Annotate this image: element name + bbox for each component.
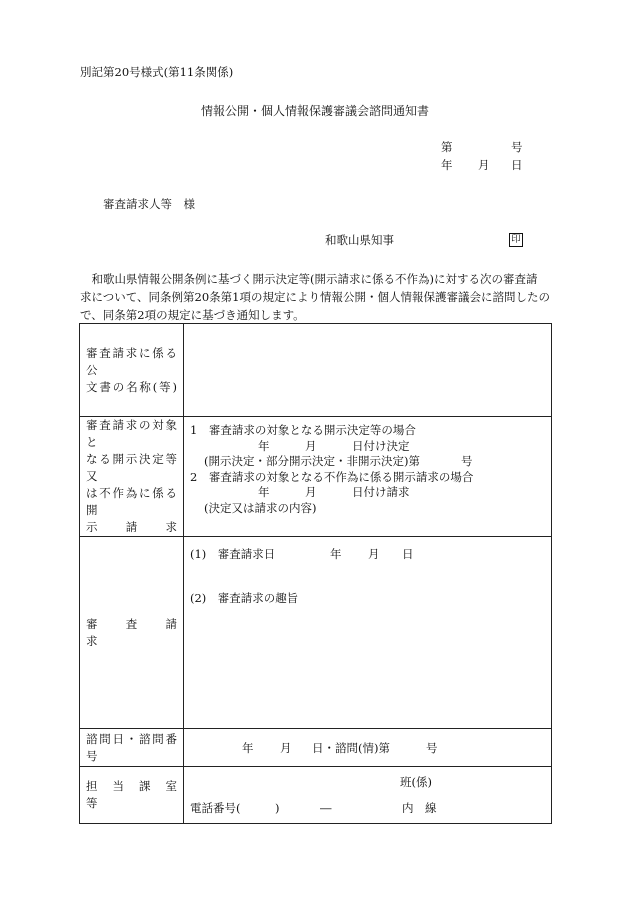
decision-field[interactable]: 1 審査請求の対象となる開示決定等の場合 年 月 日付け決定 (開示決定・部分開示決定・非開示決定)第 号 2 審査請求の対象となる不作為に係る開示請求の場合 年 月 日付け請求 (決定又は請求の内容) bbox=[184, 417, 552, 537]
consultation-field[interactable]: 年 月 日・諮問(情)第 号 bbox=[184, 729, 552, 767]
document-number-dai: 第 bbox=[441, 140, 453, 154]
review-request-field[interactable]: (1) 審査請求日 年 月 日 (2) 審査請求の趣旨 bbox=[184, 537, 552, 729]
document-name-field[interactable] bbox=[184, 324, 552, 417]
date-year: 年 bbox=[441, 158, 453, 172]
decision-label: 審査請求の対象と なる開示決定等又 は不作為に係る開 示 請 求 bbox=[80, 417, 184, 537]
table-row bbox=[80, 417, 552, 537]
department-label: 担 当 課 室 等 bbox=[80, 767, 184, 824]
review-request-label: 審 査 請 求 bbox=[80, 537, 184, 729]
table-row bbox=[80, 324, 552, 417]
department-field[interactable]: 班(係) 電話番号( ) ― 内 線 bbox=[184, 767, 552, 824]
seal-stamp: 印 bbox=[509, 233, 523, 247]
sender: 和歌山県知事 bbox=[325, 233, 394, 247]
form-number-label: 別記第20号様式(第11条関係) bbox=[80, 65, 234, 79]
document-number-go: 号 bbox=[511, 140, 523, 154]
paragraph-line: 求について、同条例第20条第1項の規定により情報公開・個人情報保護審議会に諮問したの bbox=[80, 290, 550, 304]
document-name-label: 審査請求に係る公 文書の名称(等) bbox=[80, 324, 184, 417]
date-month: 月 bbox=[478, 158, 490, 172]
table-row bbox=[80, 729, 552, 767]
date-day: 日 bbox=[511, 158, 523, 172]
consultation-label: 諮問日・諮問番号 bbox=[80, 729, 184, 767]
notice-paragraph bbox=[80, 270, 550, 324]
recipient: 審査請求人等 様 bbox=[103, 197, 195, 211]
paragraph-line: で、同条第2項の規定に基づき通知します。 bbox=[80, 308, 305, 322]
table-row bbox=[80, 767, 552, 824]
document-title: 情報公開・個人情報保護審議会諮問通知書 bbox=[200, 104, 429, 118]
table-row bbox=[80, 537, 552, 729]
paragraph-line: 和歌山県情報公開条例に基づく開示決定等(開示請求に係る不作為)に対する次の審査請 bbox=[91, 272, 538, 286]
request-form-table bbox=[79, 323, 552, 824]
